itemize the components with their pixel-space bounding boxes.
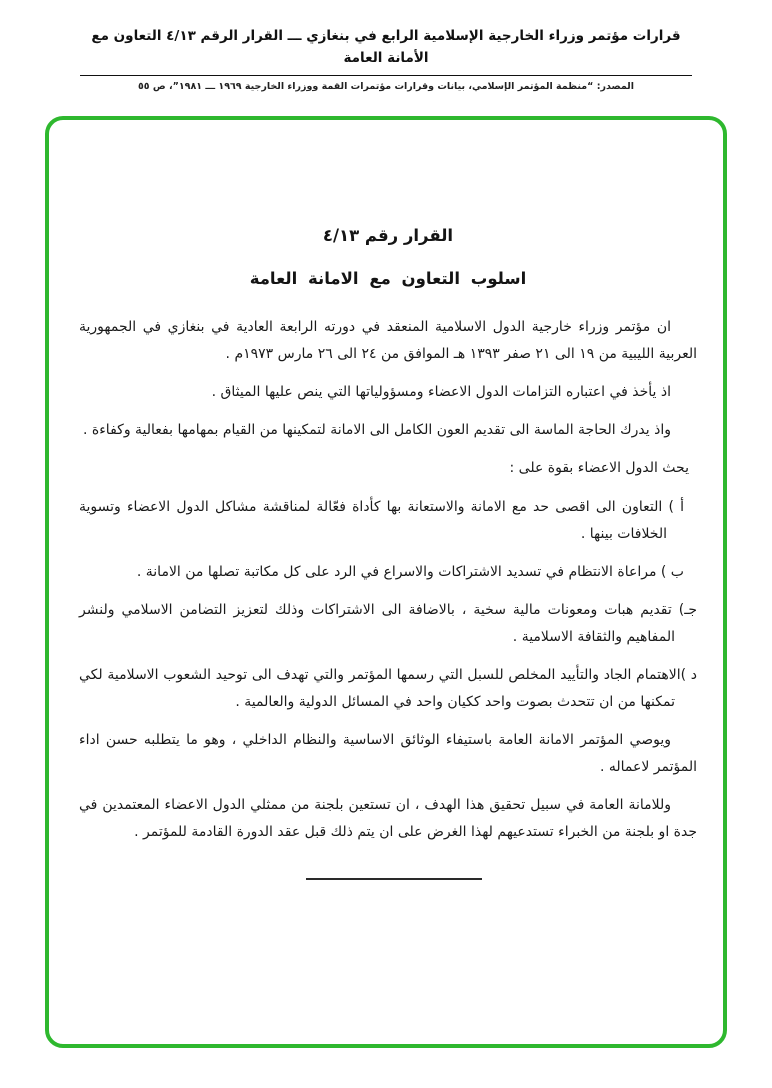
header-source-line: المصدر: “منظمة المؤتمر الإسلامي، بيانات وقرارات مؤتمرات القمة ووزراء الخارجية ١٩٦٩ ـــ ١٩٨١”، ص ٥٥ — [137, 81, 635, 93]
preamble-paragraph-3: واذ يدرك الحاجة الماسة الى تقديم العون الكامل الى الامانة لتمكينها من القيام بمهامها بفعالية وكفاءة . — [82, 422, 671, 438]
preamble-paragraph-2: اذ يأخذ في اعتباره التزامات الدول الاعضاء ومسؤولياتها التي ينص عليها الميثاق . — [211, 384, 671, 400]
resolution-subject-title: اسلوب التعاون مع الامانة العامة — [249, 269, 527, 288]
list-item-alef: أ ) التعاون الى اقصى حد مع الامانة والاستعانة بها كأداة فعّالة لمناقشة مشاكل الدول الاعضاء وتسوية الخلافات بينها . — [79, 499, 684, 542]
header-citation-title: قرارات مؤتمر وزراء الخارجية الإسلامية الرابع في بنغازي ـــ القرار الرقم ٤/١٣ التعاون مع الأمانة العامة — [91, 28, 681, 66]
resolution-number-title: القرار رقم ٤/١٣ — [322, 226, 454, 245]
resolution-document — [49, 120, 723, 1044]
list-item-ba: ب ) مراعاة الانتظام في تسديد الاشتراكات والاسراع في الرد على كل مكاتبة تصلها من الامانة . — [136, 564, 684, 580]
operative-lead-line: يحث الدول الاعضاء بقوة على : — [509, 460, 689, 476]
preamble-paragraph-1: ان مؤتمر وزراء خارجية الدول الاسلامية المنعقد في دورته الرابعة العادية في بنغازي في الجمهورية العربية الليبية من ١٩ الى ٢١ صفر ١٣٩٣ هـ الموافق من ٢٤ الى ٢٦ مارس ١٩٧٣م . — [79, 319, 697, 362]
closing-paragraph-2: وللامانة العامة في سبيل تحقيق هذا الهدف ، ان تستعين بلجنة من ممثلي الدول الاعضاء المعتمدين في جدة او بلجنة من الخبراء تستدعيهم لهذا الغرض على ان يتم ذلك قبل عقد الدورة القادمة للمؤتمر . — [79, 797, 697, 840]
header-divider — [80, 75, 692, 76]
list-item-dal: د )الاهتمام الجاد والتأييد المخلص للسبل التي رسمها المؤتمر والتي تهدف الى توحيد الشعوب الاسلامية لكي تمكنها من ان تتحدث بصوت واحد ككيان واحد في المسائل الدولية والعالمية . — [79, 667, 697, 710]
end-divider — [306, 878, 482, 880]
scanned-page-frame — [45, 116, 727, 1048]
document-header — [76, 26, 696, 92]
closing-paragraph-1: ويوصي المؤتمر الامانة العامة باستيفاء الوثائق الاساسية والنظام الداخلي ، وهو ما يتطلبه حسن اداء المؤتمر لاعماله . — [79, 732, 697, 775]
list-item-jeem: جـ) تقديم هبات ومعونات مالية سخية ، بالاضافة الى الاشتراكات وذلك لتعزيز التضامن الاسلامي ولنشر المفاهيم والثقافة الاسلامية . — [79, 602, 697, 645]
